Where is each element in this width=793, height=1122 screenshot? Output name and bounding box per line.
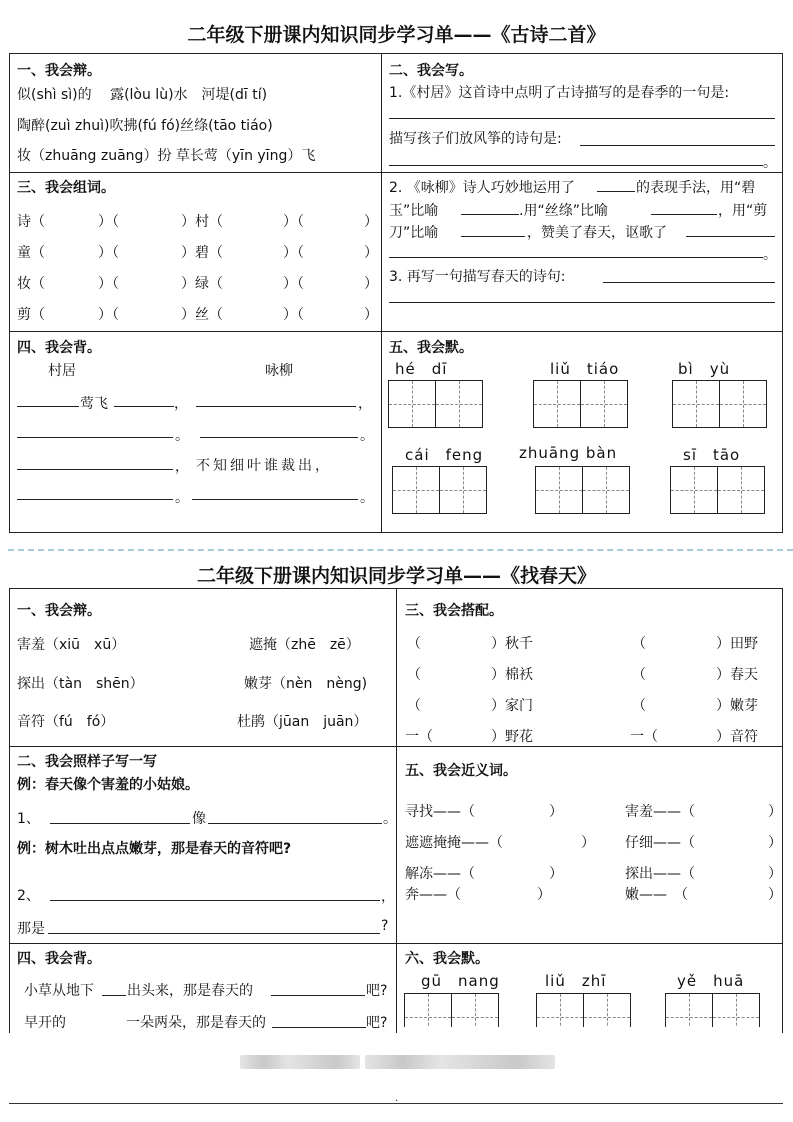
word-group-cell: ）（ xyxy=(98,276,119,292)
recite-line: 早开的 xyxy=(24,1015,66,1031)
poem-line: 不知细叶谁裁出， xyxy=(196,458,332,474)
writing-grid[interactable] xyxy=(388,380,483,428)
match-paren[interactable]: 一（ xyxy=(405,729,433,745)
writing-grid[interactable] xyxy=(404,993,499,1027)
match-paren[interactable]: （ xyxy=(632,636,646,652)
sheet2-s1-item: 杜鹃（jūan juān） xyxy=(237,714,368,730)
word-group-cell: ）村（ xyxy=(181,214,223,230)
synonym-prompt: 害羞——（ xyxy=(625,804,695,820)
sheet2-s5-head: 五、我会近义词。 xyxy=(405,763,517,779)
synonym-prompt: 解冻——（ xyxy=(405,866,475,882)
answer-line[interactable] xyxy=(389,165,763,166)
sheet1-s2-q2b: 的表现手法，用“碧 xyxy=(636,180,756,196)
answer-line[interactable] xyxy=(192,499,358,500)
answer-line[interactable] xyxy=(603,282,775,283)
synonym-prompt: 仔细——（ xyxy=(625,835,695,851)
match-paren[interactable]: （ xyxy=(407,667,421,683)
answer-line[interactable] xyxy=(17,499,173,500)
sheet2-s1-item: 探出（tàn shēn） xyxy=(17,676,144,692)
word-nashi: 那是 xyxy=(17,921,45,937)
synonym-paren[interactable]: ） xyxy=(768,835,782,851)
word-group-cell: ）（ xyxy=(98,307,119,323)
sheet1-s2-q3: 3. 再写一句描写春天的诗句: xyxy=(389,269,566,285)
match-paren[interactable]: 一（ xyxy=(630,729,658,745)
comma: ， xyxy=(381,889,395,905)
answer-line[interactable] xyxy=(102,995,126,996)
writing-grid[interactable] xyxy=(533,380,628,428)
sheet1-s2-q2c: 玉”比喻 xyxy=(389,203,439,219)
answer-line[interactable] xyxy=(50,823,190,824)
answer-line[interactable] xyxy=(114,406,174,407)
word-xiang: 像 xyxy=(192,811,206,827)
blurred-text xyxy=(240,1055,360,1069)
period: 。 xyxy=(360,428,374,444)
synonym-paren[interactable]: ） xyxy=(549,866,563,882)
recite-line: 吧? xyxy=(366,983,388,999)
writing-grid[interactable] xyxy=(672,380,767,428)
word-group-cell: ）丝（ xyxy=(181,307,223,323)
synonym-prompt: 奔——（ xyxy=(405,887,461,903)
synonym-paren[interactable]: ） xyxy=(768,887,782,903)
sheet1-s2-q2g: ，赞美了春天，讴歌了 xyxy=(527,225,667,241)
answer-line[interactable] xyxy=(208,823,382,824)
sheet2-s1-item: 害羞（xiū xū） xyxy=(17,637,126,653)
period: 。 xyxy=(175,428,189,444)
sheet1-s1-head: 一、我会辩。 xyxy=(17,63,101,79)
match-paren[interactable]: （ xyxy=(407,698,421,714)
sheet1-s2-q2f: 刀”比喻 xyxy=(389,225,439,241)
pinyin: liǔ tiáo xyxy=(550,360,620,378)
answer-line[interactable] xyxy=(50,900,380,901)
poem-title-yongliu: 咏柳 xyxy=(265,363,293,379)
match-word: ）棉袄 xyxy=(491,667,533,683)
synonym-paren[interactable]: ） xyxy=(768,866,782,882)
sheet1-s4-head: 四、我会背。 xyxy=(17,340,101,356)
pinyin: bì yù xyxy=(678,360,731,378)
word-group-cell: 诗（ xyxy=(17,214,45,230)
pinyin: liǔ zhī xyxy=(545,972,607,990)
word-group-cell: 妆（ xyxy=(17,276,45,292)
sheet1-s1-line: 陶醉(zuì zhuì)吹拂(fú fó)丝绦(tāo tiáo) xyxy=(17,118,273,134)
pinyin: gū nang xyxy=(421,972,500,990)
item-number: 2、 xyxy=(17,888,40,904)
sheet2-s3-head: 三、我会搭配。 xyxy=(405,603,503,619)
sheet1-s1-line: 似(shì sì)的 露(lòu lù)水 河堤(dī tí) xyxy=(17,87,268,103)
period: 。 xyxy=(175,490,189,506)
sheet2-title: 二年级下册课内知识同步学习单——《找春天》 xyxy=(196,565,596,587)
recite-line: 出头来，那是春天的 xyxy=(127,983,253,999)
period: 。 xyxy=(360,490,374,506)
writing-grid[interactable] xyxy=(536,993,631,1027)
synonym-prompt: 寻找——（ xyxy=(405,804,475,820)
match-word: ）春天 xyxy=(716,667,758,683)
match-word: ）音符 xyxy=(716,729,758,745)
word-group-cell: ） xyxy=(364,276,378,292)
word-group-cell: ） xyxy=(364,214,378,230)
recite-line: 一朵两朵，那是春天的 xyxy=(126,1015,266,1031)
answer-line[interactable] xyxy=(580,145,775,146)
answer-line[interactable] xyxy=(389,302,775,303)
answer-line[interactable] xyxy=(48,933,380,934)
sheet2-s1-item: 遮掩（zhē zē） xyxy=(249,637,360,653)
synonym-prompt: 嫩—— （ xyxy=(625,887,688,903)
word-group-cell: ）碧（ xyxy=(181,245,223,261)
synonym-prompt: 遮遮掩掩——（ xyxy=(405,835,503,851)
pinyin: sī tāo xyxy=(683,446,741,464)
sheet2-s6-head: 六、我会默。 xyxy=(405,951,489,967)
word-group-cell: 剪（ xyxy=(17,307,45,323)
sheet2-s1-head: 一、我会辩。 xyxy=(17,603,101,619)
pinyin: hé dī xyxy=(395,360,448,378)
synonym-paren[interactable]: ） xyxy=(581,835,595,851)
sheet1-s5-head: 五、我会默。 xyxy=(389,340,473,356)
match-word: ）家门 xyxy=(491,698,533,714)
match-word: ）嫩芽 xyxy=(716,698,758,714)
answer-line[interactable] xyxy=(389,257,763,258)
match-paren[interactable]: （ xyxy=(632,698,646,714)
synonym-prompt: 探出——（ xyxy=(625,866,695,882)
footer-dot: . xyxy=(395,1093,399,1104)
sheet2-s1-item: 音符（fú fó） xyxy=(17,714,115,730)
match-paren[interactable]: （ xyxy=(632,667,646,683)
word-group-cell: ）（ xyxy=(283,276,304,292)
sheet1-s2-head: 二、我会写。 xyxy=(389,63,473,79)
synonym-paren[interactable]: ） xyxy=(549,804,563,820)
example-2: 例：树木吐出点点嫩芽，那是春天的音符吧? xyxy=(17,841,292,857)
writing-grid[interactable] xyxy=(392,466,487,514)
answer-line[interactable] xyxy=(200,437,358,438)
answer-line[interactable] xyxy=(461,214,519,215)
sheet1-title: 二年级下册课内知识同步学习单——《古诗二首》 xyxy=(187,24,606,46)
answer-line[interactable] xyxy=(17,437,173,438)
sheet2-s2-head: 二、我会照样子写一写 xyxy=(17,754,157,770)
sheet1-s1-line: 妆（zhuāng zuāng）扮 草长莺（yīn yīng）飞 xyxy=(17,148,316,164)
word-group-cell: ） xyxy=(364,245,378,261)
sheet1-s2-q1a: 1.《村居》这首诗中点明了古诗描写的是春季的一句是: xyxy=(389,85,730,101)
answer-line[interactable] xyxy=(272,1027,366,1028)
writing-grid[interactable] xyxy=(535,466,630,514)
poem-title-cunju: 村居 xyxy=(48,363,76,379)
period: 。 xyxy=(763,155,777,171)
example-1: 例：春天像个害羞的小姑娘。 xyxy=(17,777,199,793)
word-group-cell: ）（ xyxy=(98,214,119,230)
sheet1-s2-q1b: 描写孩子们放风筝的诗句是: xyxy=(389,131,562,147)
synonym-paren[interactable]: ） xyxy=(537,887,551,903)
match-word: ）田野 xyxy=(716,636,758,652)
period: 。 xyxy=(763,247,777,263)
blurred-text xyxy=(365,1055,555,1069)
sheet1-s2-q2a: 2. 《咏柳》诗人巧妙地运用了 xyxy=(389,180,575,196)
word-group-cell: ）（ xyxy=(283,245,304,261)
question-mark: ? xyxy=(381,918,389,934)
recite-line: 小草从地下 xyxy=(24,983,94,999)
recite-line: 吧? xyxy=(366,1015,388,1031)
word-group-cell: ）（ xyxy=(283,214,304,230)
pinyin: zhuāng bàn xyxy=(519,444,618,462)
item-number: 1、 xyxy=(17,811,40,827)
word-group-cell: ） xyxy=(364,307,378,323)
answer-line[interactable] xyxy=(686,236,775,237)
comma: ， xyxy=(174,396,188,412)
answer-line[interactable] xyxy=(651,214,717,215)
writing-grid[interactable] xyxy=(665,993,760,1027)
word-group-cell: ）（ xyxy=(98,245,119,261)
comma: ， xyxy=(175,459,189,475)
answer-line[interactable] xyxy=(597,191,635,192)
match-word: ）秋千 xyxy=(491,636,533,652)
answer-line[interactable] xyxy=(271,995,365,996)
answer-line[interactable] xyxy=(389,118,775,119)
sheet2-s4-head: 四、我会背。 xyxy=(17,951,101,967)
answer-line[interactable] xyxy=(461,236,525,237)
sheet1-s2-q2d: .用“丝绦”比喻 xyxy=(519,203,608,219)
comma: ， xyxy=(358,396,372,412)
answer-line[interactable] xyxy=(17,469,173,470)
synonym-paren[interactable]: ） xyxy=(768,804,782,820)
poem-word: 莺飞 xyxy=(80,396,108,412)
answer-line[interactable] xyxy=(196,406,356,407)
word-group-cell: ）（ xyxy=(283,307,304,323)
word-group-cell: ）绿（ xyxy=(181,276,223,292)
period: 。 xyxy=(383,811,397,827)
match-paren[interactable]: （ xyxy=(407,636,421,652)
match-word: ）野花 xyxy=(491,729,533,745)
sheet2-s1-item: 嫩芽（nèn nèng) xyxy=(244,676,368,692)
sheet1-s2-q2e: ，用“剪 xyxy=(718,203,768,219)
pinyin: yě huā xyxy=(677,972,745,990)
answer-line[interactable] xyxy=(17,406,79,407)
word-group-cell: 童（ xyxy=(17,245,45,261)
pinyin: cái feng xyxy=(405,446,484,464)
sheet1-s3-head: 三、我会组词。 xyxy=(17,180,115,196)
cut-line xyxy=(8,549,793,551)
writing-grid[interactable] xyxy=(670,466,765,514)
